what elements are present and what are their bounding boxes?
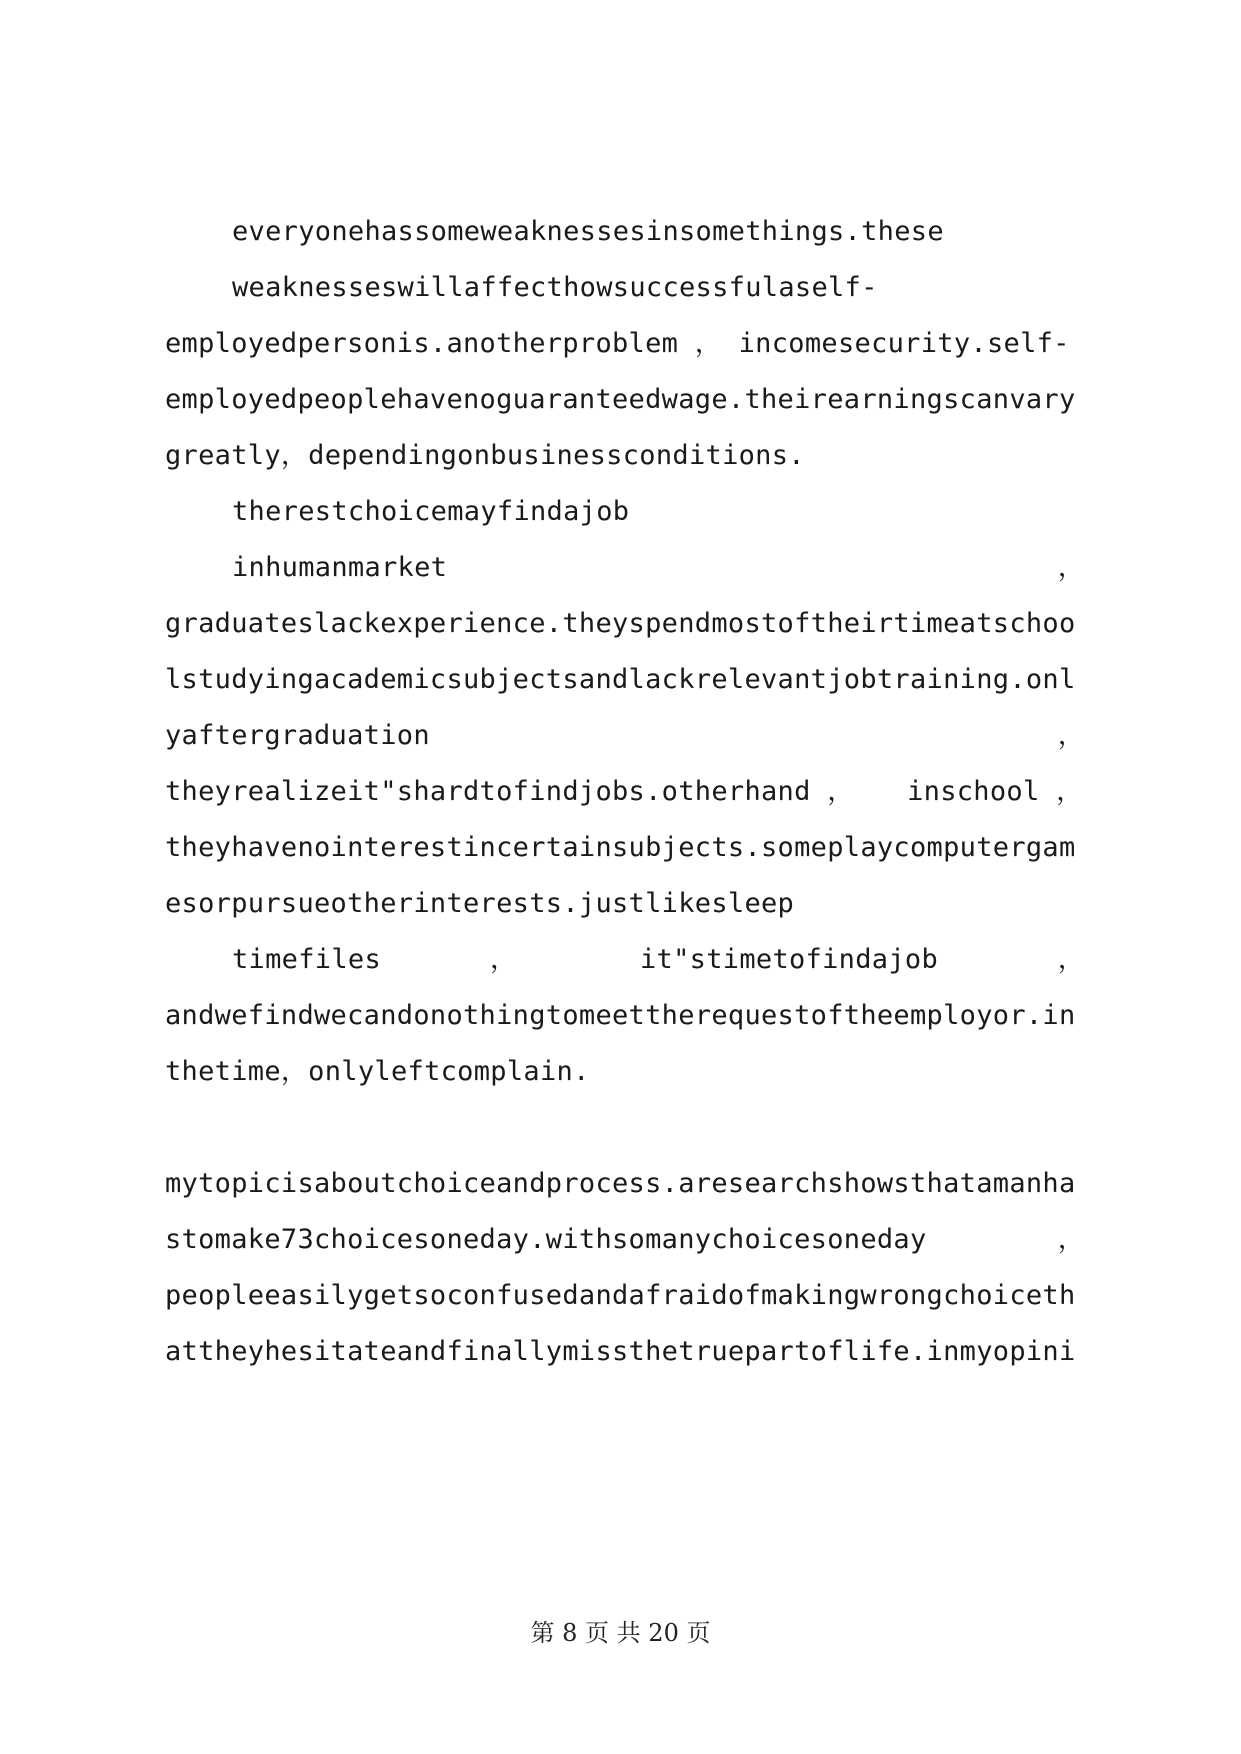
text-line: everyonehassomeweaknessesinsomethings.these <box>232 216 944 247</box>
text-line: lstudyingacademicsubjectsandlackrelevantjobtraining.onl <box>165 664 1076 695</box>
text-line: mytopicisaboutchoiceandprocess.aresearchshowsthatamanha <box>165 1168 1076 1199</box>
text-line: weaknesseswillaffecthowsuccessfulaself- <box>232 272 878 303</box>
text-line: greatly，dependingonbusinessconditions. <box>165 440 805 471</box>
text-line: esorpursueotherinterests.justlikesleep <box>165 888 795 919</box>
text-fragment: inschool ， <box>907 776 1084 807</box>
text-fragment: timefiles <box>232 944 381 975</box>
text-line: thetime，onlyleftcomplain. <box>165 1056 590 1087</box>
text-fragment: ， <box>1057 720 1085 751</box>
text-fragment: ， <box>1057 1224 1085 1255</box>
text-line <box>165 716 1085 756</box>
text-fragment: ， <box>1057 944 1085 975</box>
text-fragment: stomake73choicesoneday.withsomanychoicesoneday <box>165 1224 927 1255</box>
text-fragment: theyrealizeit"shardtofindjobs.otherhand ， <box>165 776 855 807</box>
text-line: theyhavenointerestincertainsubjects.someplaycomputergam <box>165 832 1076 863</box>
text-line: attheyhesitateandfinallymissthetruepartoflife.inmyopini <box>165 1336 1076 1367</box>
text-line: peopleeasilygetsoconfusedandafraidofmakingwrongchoiceth <box>165 1280 1076 1311</box>
text-fragment: it"stimetofindajob <box>640 944 938 975</box>
text-line: therestchoicemayfindajob <box>232 496 630 527</box>
page-number-footer: 第 8 页 共 20 页 <box>530 1619 711 1647</box>
text-line: graduateslackexperience.theyspendmostoftheirtimeatschoo <box>165 608 1076 639</box>
text-line: employedpeoplehavenoguaranteedwage.theirearningscanvary <box>165 384 1076 415</box>
text-fragment: inhumanmarket <box>232 552 448 583</box>
text-line <box>232 548 1085 588</box>
text-fragment: yaftergraduation <box>165 720 430 751</box>
text-line: andwefindwecandonothingtomeettherequestoftheemployor.in <box>165 1000 1076 1031</box>
text-line: employedpersonis.anotherproblem ， incomesecurity.self- <box>165 328 1070 359</box>
text-fragment: ， <box>1057 552 1085 583</box>
text-line <box>165 1220 1085 1260</box>
text-line <box>165 772 1085 812</box>
text-line <box>232 940 1085 980</box>
text-fragment: ， <box>490 944 518 975</box>
